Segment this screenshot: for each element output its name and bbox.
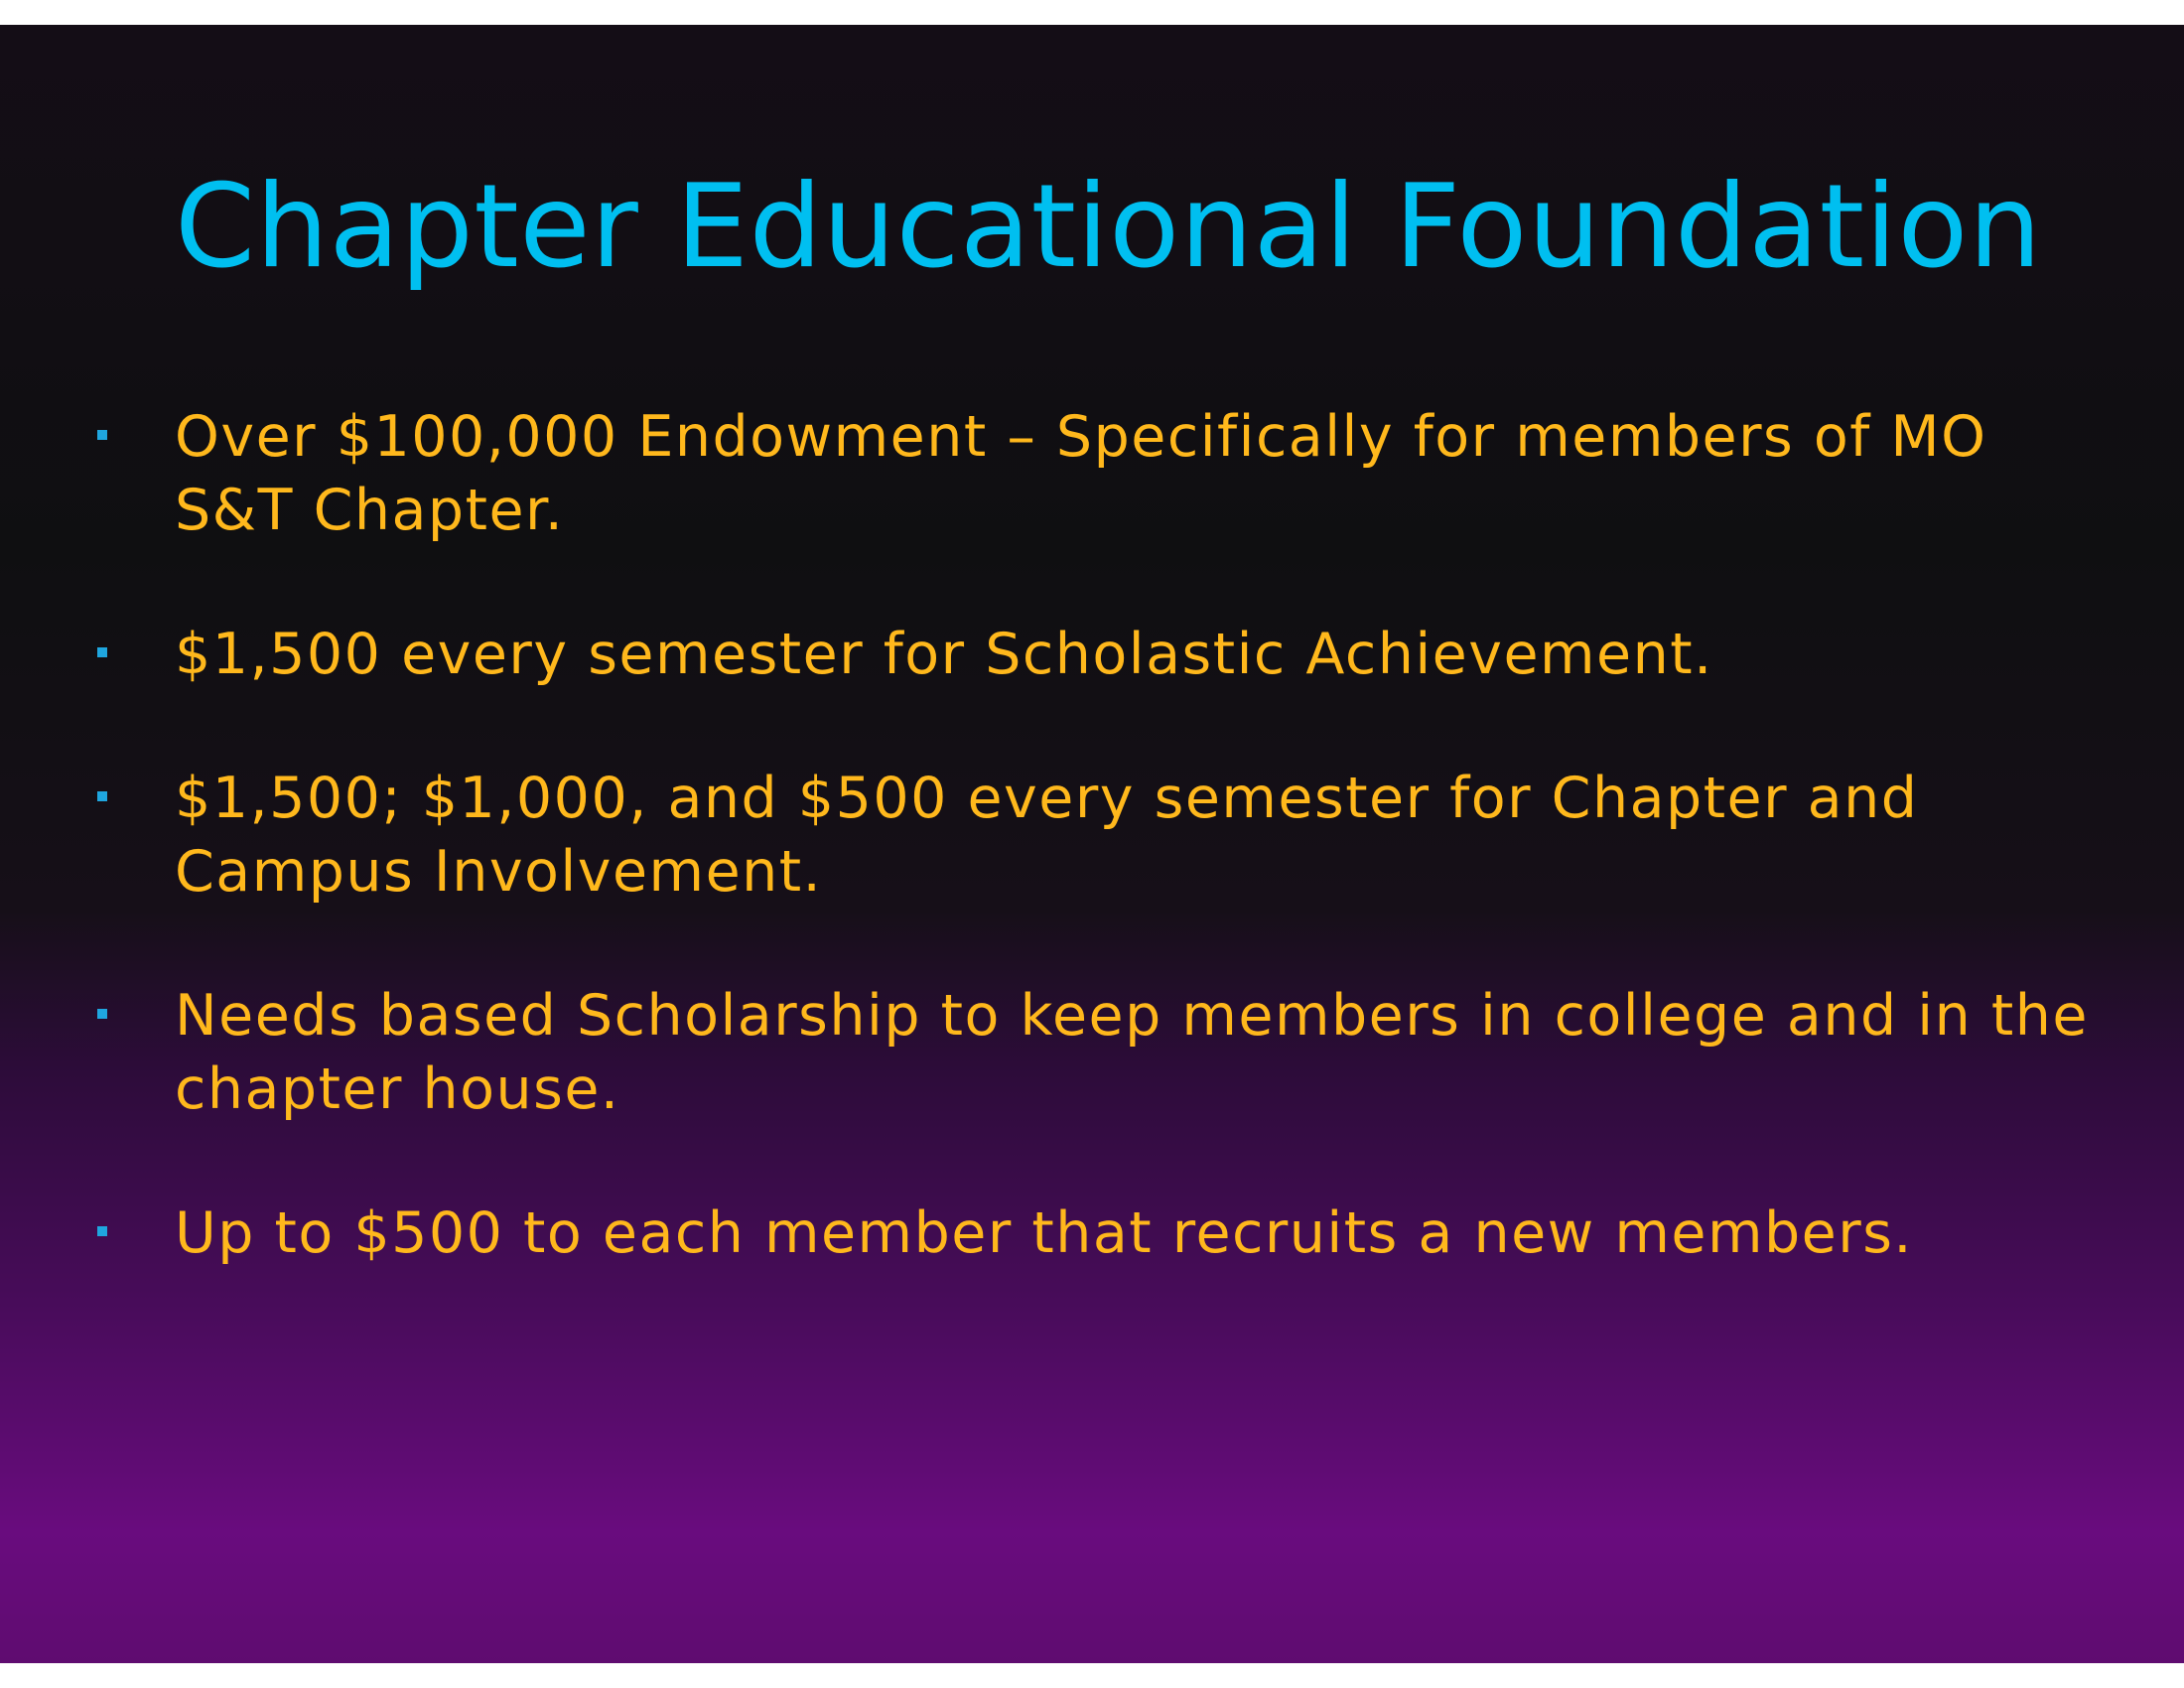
square-bullet-icon [97,1009,107,1019]
bullet-text: Up to $500 to each member that recruits a new members. [175,1200,1914,1266]
slide-title: Chapter Educational Foundation [175,160,2042,294]
bullet-item [175,762,2120,909]
bullet-text: Over $100,000 Endowment – Specifically for members of MO S&T Chapter. [175,404,1987,543]
bullet-text: Needs based Scholarship to keep members in college and in the chapter house. [175,983,2089,1122]
bullet-item [175,979,2120,1126]
slide [0,25,2184,1663]
bullet-text: $1,500; $1,000, and $500 every semester for Chapter and Campus Involvement. [175,766,1919,905]
square-bullet-icon [97,430,107,440]
bullet-item [175,1196,2120,1270]
bullet-text: $1,500 every semester for Scholastic Achievement. [175,622,1713,687]
bullet-item [175,400,2120,547]
square-bullet-icon [97,791,107,801]
square-bullet-icon [97,1226,107,1236]
bullet-item [175,618,2120,691]
square-bullet-icon [97,647,107,657]
